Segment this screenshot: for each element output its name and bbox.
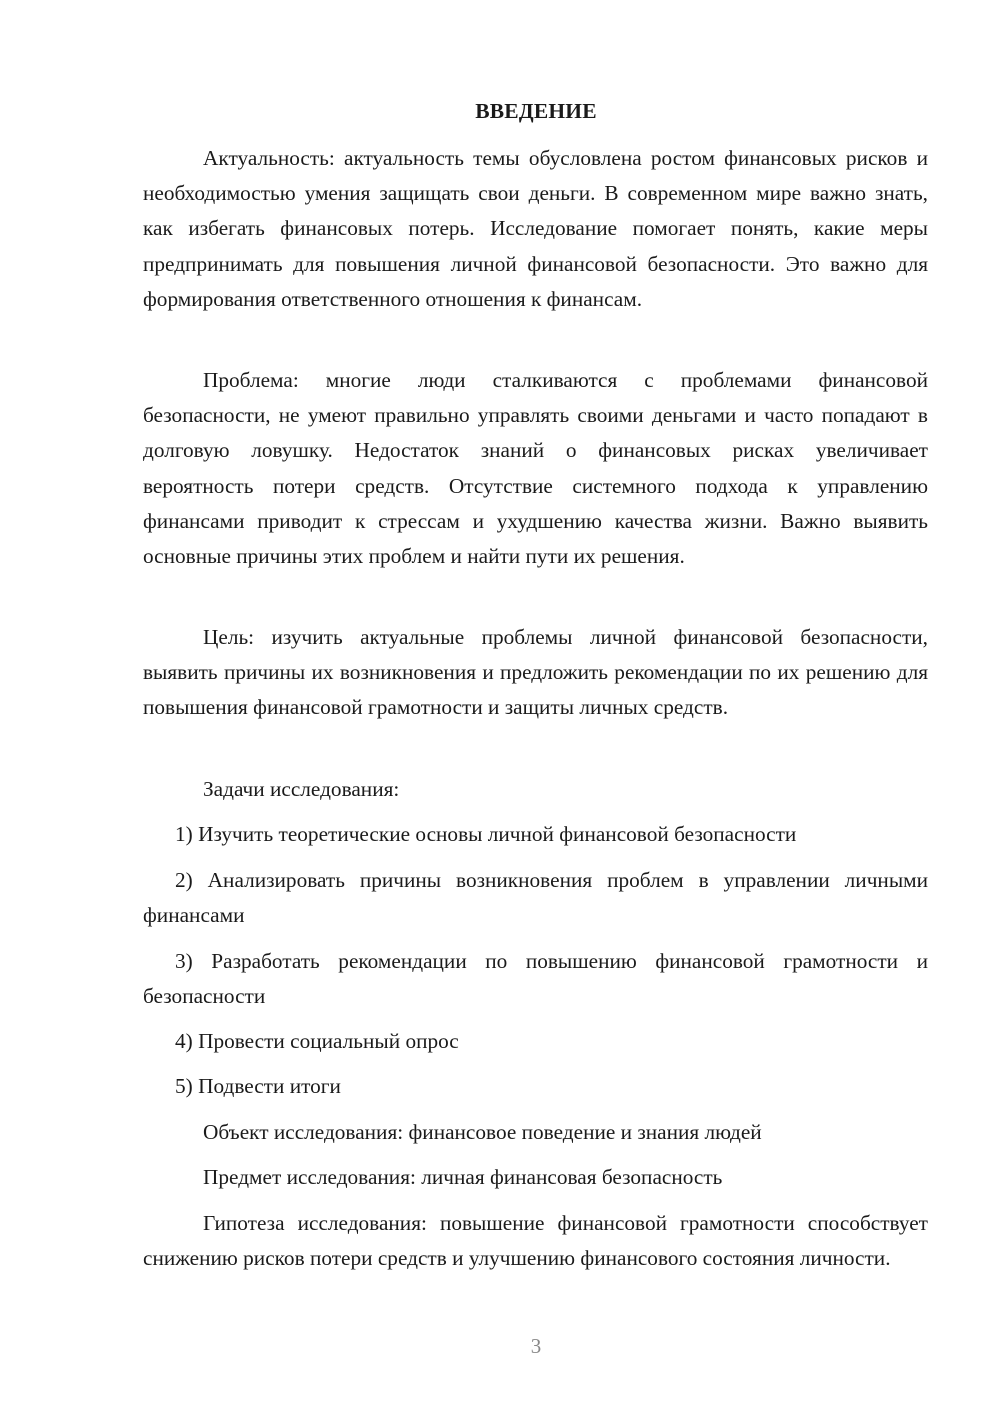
tasks-heading: Задачи исследования: [203, 777, 400, 801]
task-item: 4) Провести социальный опрос [175, 1029, 459, 1053]
paragraph-subject: Предмет исследования: личная финансовая безопасность [203, 1165, 723, 1189]
task-item: 5) Подвести итоги [175, 1074, 341, 1098]
paragraph-relevance: Актуальность: актуальность темы обусловлена ростом финансовых рисков и необходимостью умения защищать свои деньги. В современном мире важно знать, как избегать финансовых потерь. Исследование помогает понять, какие меры предпринимать для повышения личной финансовой безопасности. Это важно для формирования ответственного отношения к финансам. [143, 146, 928, 311]
paragraph-goal: Цель: изучить актуальные проблемы личной финансовой безопасности, выявить причины их возникновения и предложить рекомендации по их решению для повышения финансовой грамотности и защиты личных средств. [143, 625, 928, 720]
task-item: 2) Анализировать причины возникновения проблем в управлении личными финансами [143, 868, 928, 928]
paragraph-hypothesis: Гипотеза исследования: повышение финансовой грамотности способствует снижению рисков потери средств и улучшению финансового состояния личности. [143, 1211, 928, 1271]
paragraph-problem: Проблема: многие люди сталкиваются с проблемами финансовой безопасности, не умеют правильно управлять своими деньгами и часто попадают в долговую ловушку. Недостаток знаний о финансовых рисках увеличивает вероятность потери средств. Отсутствие системного подхода к управлению финансами приводит к стрессам и ухудшению качества жизни. Важно выявить основные причины этих проблем и найти пути их решения. [143, 368, 928, 569]
page-number: 3 [530, 1334, 542, 1358]
paragraph-object: Объект исследования: финансовое поведение и знания людей [203, 1120, 762, 1144]
section-title: ВВЕДЕНИЕ [475, 99, 597, 123]
task-item: 1) Изучить теоретические основы личной финансовой безопасности [175, 822, 797, 846]
task-item: 3) Разработать рекомендации по повышению финансовой грамотности и безопасности [143, 949, 928, 1009]
